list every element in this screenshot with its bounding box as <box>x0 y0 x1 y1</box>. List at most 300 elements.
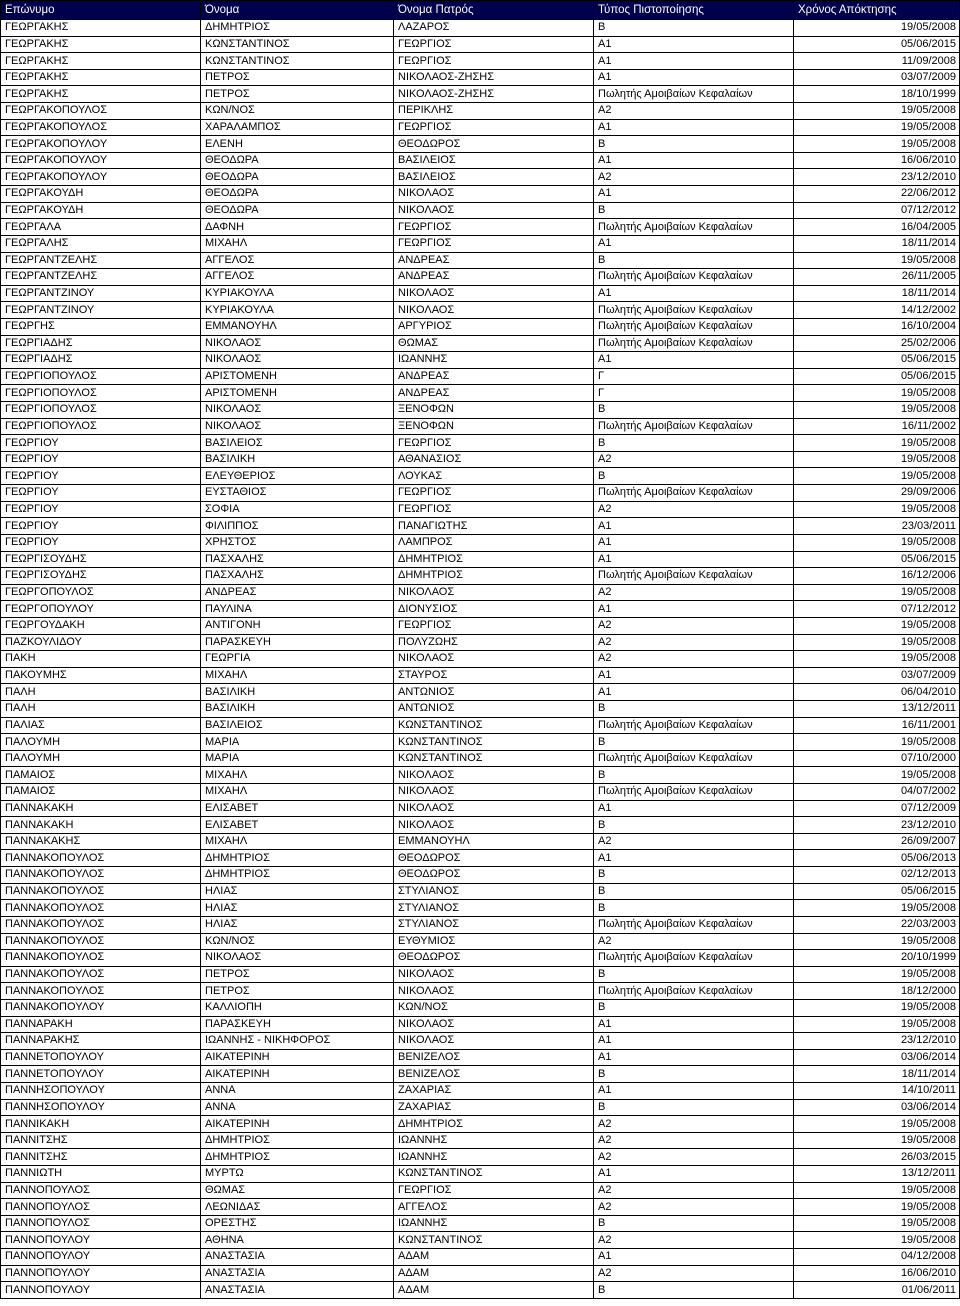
table-row <box>1 634 960 651</box>
cell-surname: ΓΕΩΡΓΑΚΗΣ <box>1 86 201 103</box>
cell-certification-type: Α1 <box>594 119 794 136</box>
cell-first-name: ΑΝΔΡΕΑΣ <box>201 584 394 601</box>
cell-surname: ΠΑΝΝΑΚΟΠΟΥΛΟΣ <box>1 933 201 950</box>
cell-acquisition-date: 16/11/2002 <box>794 418 960 435</box>
cell-certification-type: Α2 <box>594 634 794 651</box>
cell-surname: ΓΕΩΡΓΑΚΟΥΔΗ <box>1 202 201 219</box>
cell-father-name: ΙΩΑΝΝΗΣ <box>394 352 594 369</box>
cell-father-name: ΝΙΚΟΛΑΟΣ <box>394 817 594 834</box>
cell-certification-type: Α1 <box>594 285 794 302</box>
cell-surname: ΓΕΩΡΓΑΚΗΣ <box>1 69 201 86</box>
cell-certification-type: Α1 <box>594 186 794 203</box>
cell-surname: ΓΕΩΡΓΑΚΟΠΟΥΛΟΥ <box>1 169 201 186</box>
table-row <box>1 750 960 767</box>
cell-first-name: ΕΜΜΑΝΟΥΗΛ <box>201 318 394 335</box>
cell-father-name: ΕΜΜΑΝΟΥΗΛ <box>394 833 594 850</box>
cell-first-name: ΠΕΤΡΟΣ <box>201 86 394 103</box>
cell-acquisition-date: 23/12/2010 <box>794 169 960 186</box>
cell-certification-type: Α1 <box>594 235 794 252</box>
cell-surname: ΓΕΩΡΓΑΚΟΠΟΥΛΟΥ <box>1 136 201 153</box>
cell-first-name: ΝΙΚΟΛΑΟΣ <box>201 335 394 352</box>
cell-surname: ΓΕΩΡΓΙΣΟΥΔΗΣ <box>1 568 201 585</box>
cell-surname: ΓΕΩΡΓΑΛΗΣ <box>1 235 201 252</box>
cell-father-name: ΚΩΝΣΤΑΝΤΙΝΟΣ <box>394 1232 594 1249</box>
cell-father-name: ΠΑΝΑΓΙΩΤΗΣ <box>394 518 594 535</box>
cell-first-name: ΘΩΜΑΣ <box>201 1182 394 1199</box>
table-row <box>1 1016 960 1033</box>
cell-first-name: ΒΑΣΙΛΙΚΗ <box>201 684 394 701</box>
cell-certification-type: Πωλητής Αμοιβαίων Κεφαλαίων <box>594 302 794 319</box>
cell-first-name: ΑΝΤΙΓΟΝΗ <box>201 617 394 634</box>
cell-surname: ΓΕΩΡΓΑΝΤΖΙΝΟΥ <box>1 285 201 302</box>
cell-certification-type: Α2 <box>594 617 794 634</box>
cell-surname: ΓΕΩΡΓΑΝΤΖΙΝΟΥ <box>1 302 201 319</box>
cell-first-name: ΟΡΕΣΤΗΣ <box>201 1215 394 1232</box>
cell-certification-type: Β <box>594 402 794 419</box>
table-row <box>1 1083 960 1100</box>
cell-acquisition-date: 16/04/2005 <box>794 219 960 236</box>
cell-certification-type: Α2 <box>594 833 794 850</box>
cell-father-name: ΚΩΝ/ΝΟΣ <box>394 999 594 1016</box>
cell-surname: ΠΑΝΝΑΚΟΠΟΥΛΟΣ <box>1 867 201 884</box>
table-row <box>1 983 960 1000</box>
cell-first-name: ΝΙΚΟΛΑΟΣ <box>201 402 394 419</box>
cell-certification-type: Α1 <box>594 518 794 535</box>
cell-acquisition-date: 19/05/2008 <box>794 1182 960 1199</box>
cell-first-name: ΠΑΡΑΣΚΕΥΗ <box>201 634 394 651</box>
cell-acquisition-date: 14/12/2002 <box>794 302 960 319</box>
cell-surname: ΠΑΝΝΑΚΟΠΟΥΛΟΣ <box>1 883 201 900</box>
cell-first-name: ΙΩΑΝΝΗΣ - ΝΙΚΗΦΟΡΟΣ <box>201 1033 394 1050</box>
cell-first-name: ΕΥΣΤΑΘΙΟΣ <box>201 485 394 502</box>
cell-first-name: ΘΕΟΔΩΡΑ <box>201 152 394 169</box>
table-row <box>1 69 960 86</box>
cell-acquisition-date: 19/05/2008 <box>794 999 960 1016</box>
cell-acquisition-date: 19/05/2008 <box>794 385 960 402</box>
cell-certification-type: Β <box>594 900 794 917</box>
cell-certification-type: Α2 <box>594 584 794 601</box>
cell-father-name: ΣΤΥΛΙΑΝΟΣ <box>394 900 594 917</box>
cell-acquisition-date: 29/09/2006 <box>794 485 960 502</box>
cell-acquisition-date: 13/12/2011 <box>794 1166 960 1183</box>
table-row <box>1 617 960 634</box>
table-row <box>1 186 960 203</box>
cell-father-name: ΝΙΚΟΛΑΟΣ <box>394 302 594 319</box>
cell-father-name: ΝΙΚΟΛΑΟΣ <box>394 1016 594 1033</box>
cell-surname: ΠΑΝΝΑΚΟΠΟΥΛΟΣ <box>1 850 201 867</box>
cell-father-name: ΚΩΝΣΤΑΝΤΙΝΟΣ <box>394 1166 594 1183</box>
cell-certification-type: Α2 <box>594 1132 794 1149</box>
cell-father-name: ΙΩΑΝΝΗΣ <box>394 1149 594 1166</box>
cell-first-name: ΚΩΝ/ΝΟΣ <box>201 933 394 950</box>
table-row <box>1 1166 960 1183</box>
cell-surname: ΠΑΝΝΗΣΟΠΟΥΛΟΥ <box>1 1083 201 1100</box>
cell-surname: ΠΑΝΝΟΠΟΥΛΟΥ <box>1 1249 201 1266</box>
cell-acquisition-date: 06/04/2010 <box>794 684 960 701</box>
cell-father-name: ΝΙΚΟΛΑΟΣ <box>394 784 594 801</box>
cell-acquisition-date: 19/05/2008 <box>794 1232 960 1249</box>
cell-certification-type: Β <box>594 1282 794 1299</box>
cell-first-name: ΓΕΩΡΓΙΑ <box>201 651 394 668</box>
cell-certification-type: Α1 <box>594 352 794 369</box>
cell-certification-type: Πωλητής Αμοιβαίων Κεφαλαίων <box>594 950 794 967</box>
cell-acquisition-date: 04/07/2002 <box>794 784 960 801</box>
cell-father-name: ΑΝΔΡΕΑΣ <box>394 252 594 269</box>
cell-certification-type: Α2 <box>594 169 794 186</box>
table-row <box>1 1282 960 1299</box>
cell-certification-type: Πωλητής Αμοιβαίων Κεφαλαίων <box>594 485 794 502</box>
cell-father-name: ΓΕΩΡΓΙΟΣ <box>394 219 594 236</box>
table-row <box>1 103 960 120</box>
cell-acquisition-date: 18/12/2000 <box>794 983 960 1000</box>
cell-acquisition-date: 05/06/2015 <box>794 551 960 568</box>
cell-certification-type: Β <box>594 252 794 269</box>
cell-certification-type: Πωλητής Αμοιβαίων Κεφαλαίων <box>594 717 794 734</box>
cell-certification-type: Β <box>594 883 794 900</box>
cell-acquisition-date: 05/06/2015 <box>794 883 960 900</box>
cell-first-name: ΠΕΤΡΟΣ <box>201 983 394 1000</box>
cell-acquisition-date: 05/06/2013 <box>794 850 960 867</box>
table-row <box>1 302 960 319</box>
cell-surname: ΠΑΝΝΙΤΣΗΣ <box>1 1132 201 1149</box>
cell-father-name: ΝΙΚΟΛΑΟΣ <box>394 202 594 219</box>
cell-first-name: ΜΙΧΑΗΛ <box>201 767 394 784</box>
cell-father-name: ΑΔΑΜ <box>394 1249 594 1266</box>
table-row <box>1 850 960 867</box>
cell-first-name: ΠΕΤΡΟΣ <box>201 69 394 86</box>
cell-surname: ΓΕΩΡΓΙΟΥ <box>1 435 201 452</box>
cell-surname: ΓΕΩΡΓΙΑΔΗΣ <box>1 352 201 369</box>
cell-acquisition-date: 03/06/2014 <box>794 1099 960 1116</box>
cell-certification-type: Β <box>594 435 794 452</box>
cell-first-name: ΑΓΓΕΛΟΣ <box>201 252 394 269</box>
table-row <box>1 999 960 1016</box>
cell-first-name: ΑΙΚΑΤΕΡΙΝΗ <box>201 1049 394 1066</box>
table-row <box>1 86 960 103</box>
table-row <box>1 1049 960 1066</box>
cell-surname: ΓΕΩΡΓΑΝΤΖΕΛΗΣ <box>1 252 201 269</box>
cell-first-name: ΕΛΙΣΑΒΕΤ <box>201 800 394 817</box>
cell-certification-type: Β <box>594 20 794 37</box>
cell-first-name: ΜΑΡΙΑ <box>201 734 394 751</box>
table-row <box>1 601 960 618</box>
cell-first-name: ΔΗΜΗΤΡΙΟΣ <box>201 867 394 884</box>
cell-surname: ΠΑΝΝΟΠΟΥΛΟΥ <box>1 1232 201 1249</box>
cell-surname: ΓΕΩΡΓΑΛΑ <box>1 219 201 236</box>
cell-acquisition-date: 16/11/2001 <box>794 717 960 734</box>
cell-first-name: ΕΛΕΥΘΕΡΙΟΣ <box>201 468 394 485</box>
cell-certification-type: Πωλητής Αμοιβαίων Κεφαλαίων <box>594 418 794 435</box>
table-row <box>1 767 960 784</box>
table-row <box>1 717 960 734</box>
table-row <box>1 352 960 369</box>
cell-surname: ΓΕΩΡΓΙΣΟΥΔΗΣ <box>1 551 201 568</box>
cell-father-name: ΚΩΝΣΤΑΝΤΙΝΟΣ <box>394 717 594 734</box>
cell-acquisition-date: 19/05/2008 <box>794 119 960 136</box>
cell-acquisition-date: 26/03/2015 <box>794 1149 960 1166</box>
cell-certification-type: Α2 <box>594 1265 794 1282</box>
cell-first-name: ΒΑΣΙΛΕΙΟΣ <box>201 717 394 734</box>
cell-father-name: ΕΥΘΥΜΙΟΣ <box>394 933 594 950</box>
cell-first-name: ΠΕΤΡΟΣ <box>201 966 394 983</box>
cell-first-name: ΜΙΧΑΗΛ <box>201 833 394 850</box>
cell-father-name: ΑΝΔΡΕΑΣ <box>394 385 594 402</box>
cell-surname: ΓΕΩΡΓΑΚΗΣ <box>1 20 201 37</box>
cell-acquisition-date: 03/06/2014 <box>794 1049 960 1066</box>
cell-father-name: ΝΙΚΟΛΑΟΣ <box>394 1033 594 1050</box>
cell-first-name: ΑΙΚΑΤΕΡΙΝΗ <box>201 1066 394 1083</box>
cell-father-name: ΠΕΡΙΚΛΗΣ <box>394 103 594 120</box>
cell-father-name: ΣΤΑΥΡΟΣ <box>394 667 594 684</box>
cell-certification-type: Α2 <box>594 103 794 120</box>
cell-acquisition-date: 03/07/2009 <box>794 667 960 684</box>
header-father-name: Όνομα Πατρός <box>394 1 594 20</box>
cell-acquisition-date: 16/06/2010 <box>794 1265 960 1282</box>
cell-surname: ΠΑΝΝΙΚΑΚΗ <box>1 1116 201 1133</box>
cell-surname: ΓΕΩΡΓΙΟΥ <box>1 501 201 518</box>
cell-acquisition-date: 19/05/2008 <box>794 534 960 551</box>
cell-first-name: ΝΙΚΟΛΑΟΣ <box>201 418 394 435</box>
table-row <box>1 335 960 352</box>
cell-father-name: ΙΩΑΝΝΗΣ <box>394 1132 594 1149</box>
cell-acquisition-date: 01/06/2011 <box>794 1282 960 1299</box>
table-row <box>1 53 960 70</box>
cell-father-name: ΚΩΝΣΤΑΝΤΙΝΟΣ <box>394 734 594 751</box>
table-row <box>1 784 960 801</box>
cell-certification-type: Α2 <box>594 1232 794 1249</box>
cell-acquisition-date: 04/12/2008 <box>794 1249 960 1266</box>
cell-father-name: ΛΑΖΑΡΟΣ <box>394 20 594 37</box>
table-row <box>1 966 960 983</box>
cell-surname: ΠΑΜΑΙΟΣ <box>1 784 201 801</box>
cell-surname: ΠΑΝΝΑΚΟΠΟΥΛΟΣ <box>1 983 201 1000</box>
cell-surname: ΠΑΝΝΕΤΟΠΟΥΛΟΥ <box>1 1049 201 1066</box>
cell-surname: ΠΑΝΝΑΚΑΚΗ <box>1 817 201 834</box>
table-row <box>1 468 960 485</box>
cell-acquisition-date: 19/05/2008 <box>794 734 960 751</box>
cell-father-name: ΚΩΝΣΤΑΝΤΙΝΟΣ <box>394 750 594 767</box>
cell-father-name: ΣΤΥΛΙΑΝΟΣ <box>394 883 594 900</box>
header-row <box>1 1 960 20</box>
cell-surname: ΓΕΩΡΓΙΟΠΟΥΛΟΣ <box>1 402 201 419</box>
cell-certification-type: Α2 <box>594 651 794 668</box>
cell-father-name: ΓΕΩΡΓΙΟΣ <box>394 1182 594 1199</box>
cell-first-name: ΠΑΣΧΑΛΗΣ <box>201 551 394 568</box>
cell-certification-type: Α2 <box>594 1199 794 1216</box>
cell-certification-type: Α2 <box>594 451 794 468</box>
table-row <box>1 651 960 668</box>
cell-first-name: ΗΛΙΑΣ <box>201 883 394 900</box>
cell-father-name: ΣΤΥΛΙΑΝΟΣ <box>394 916 594 933</box>
cell-acquisition-date: 20/10/1999 <box>794 950 960 967</box>
cell-acquisition-date: 19/05/2008 <box>794 933 960 950</box>
table-row <box>1 385 960 402</box>
cell-father-name: ΘΕΟΔΩΡΟΣ <box>394 136 594 153</box>
table-row <box>1 1149 960 1166</box>
table-row <box>1 435 960 452</box>
cell-certification-type: Β <box>594 966 794 983</box>
cell-surname: ΠΑΝΝΙΩΤΗ <box>1 1166 201 1183</box>
table-row <box>1 285 960 302</box>
cell-first-name: ΜΙΧΑΗΛ <box>201 667 394 684</box>
cell-father-name: ΓΕΩΡΓΙΟΣ <box>394 53 594 70</box>
cell-first-name: ΔΑΦΝΗ <box>201 219 394 236</box>
cell-acquisition-date: 16/10/2004 <box>794 318 960 335</box>
cell-acquisition-date: 19/05/2008 <box>794 435 960 452</box>
cell-first-name: ΑΘΗΝΑ <box>201 1232 394 1249</box>
cell-certification-type: Β <box>594 136 794 153</box>
cell-certification-type: Πωλητής Αμοιβαίων Κεφαλαίων <box>594 318 794 335</box>
cell-father-name: ΑΝΔΡΕΑΣ <box>394 368 594 385</box>
table-row <box>1 501 960 518</box>
cell-acquisition-date: 19/05/2008 <box>794 20 960 37</box>
cell-father-name: ΞΕΝΟΦΩΝ <box>394 402 594 419</box>
cell-acquisition-date: 07/12/2012 <box>794 601 960 618</box>
cell-first-name: ΚΑΛΛΙΟΠΗ <box>201 999 394 1016</box>
cell-acquisition-date: 23/03/2011 <box>794 518 960 535</box>
header-acquisition-date: Χρόνος Απόκτησης <box>794 1 960 20</box>
cell-acquisition-date: 07/10/2000 <box>794 750 960 767</box>
cell-acquisition-date: 19/05/2008 <box>794 1016 960 1033</box>
cell-father-name: ΑΝΤΩΝΙΟΣ <box>394 700 594 717</box>
cell-acquisition-date: 19/05/2008 <box>794 402 960 419</box>
cell-father-name: ΓΕΩΡΓΙΟΣ <box>394 235 594 252</box>
cell-certification-type: Γ <box>594 385 794 402</box>
cell-father-name: ΓΕΩΡΓΙΟΣ <box>394 485 594 502</box>
cell-first-name: ΛΕΩΝΙΔΑΣ <box>201 1199 394 1216</box>
cell-first-name: ΜΑΡΙΑ <box>201 750 394 767</box>
table-row <box>1 933 960 950</box>
cell-father-name: ΝΙΚΟΛΑΟΣ-ΖΗΣΗΣ <box>394 86 594 103</box>
cell-surname: ΓΕΩΡΓΙΑΔΗΣ <box>1 335 201 352</box>
cell-first-name: ΔΗΜΗΤΡΙΟΣ <box>201 1149 394 1166</box>
cell-acquisition-date: 18/11/2014 <box>794 285 960 302</box>
cell-surname: ΠΑΖΚΟΥΛΙΔΟΥ <box>1 634 201 651</box>
cell-acquisition-date: 22/03/2003 <box>794 916 960 933</box>
cell-father-name: ΝΙΚΟΛΑΟΣ <box>394 186 594 203</box>
cell-surname: ΓΕΩΡΓΟΠΟΥΛΟΥ <box>1 601 201 618</box>
cell-certification-type: Α1 <box>594 36 794 53</box>
cell-acquisition-date: 19/05/2008 <box>794 1116 960 1133</box>
cell-acquisition-date: 14/10/2011 <box>794 1083 960 1100</box>
cell-surname: ΠΑΝΝΟΠΟΥΛΟΣ <box>1 1182 201 1199</box>
table-row <box>1 667 960 684</box>
cell-father-name: ΝΙΚΟΛΑΟΣ <box>394 983 594 1000</box>
cell-certification-type: Πωλητής Αμοιβαίων Κεφαλαίων <box>594 750 794 767</box>
table-row <box>1 451 960 468</box>
table-row <box>1 418 960 435</box>
cell-father-name: ΑΔΑΜ <box>394 1282 594 1299</box>
cell-first-name: ΘΕΟΔΩΡΑ <box>201 186 394 203</box>
cell-certification-type: Α1 <box>594 850 794 867</box>
cell-certification-type: Α2 <box>594 501 794 518</box>
table-row <box>1 119 960 136</box>
cell-certification-type: Β <box>594 734 794 751</box>
cell-surname: ΓΕΩΡΓΗΣ <box>1 318 201 335</box>
table-row <box>1 1232 960 1249</box>
table-row <box>1 568 960 585</box>
cell-surname: ΓΕΩΡΓΑΚΟΥΔΗ <box>1 186 201 203</box>
cell-first-name: ΔΗΜΗΤΡΙΟΣ <box>201 850 394 867</box>
table-row <box>1 800 960 817</box>
table-row <box>1 1066 960 1083</box>
cell-acquisition-date: 07/12/2012 <box>794 202 960 219</box>
cell-first-name: ΜΙΧΑΗΛ <box>201 235 394 252</box>
cell-first-name: ΔΗΜΗΤΡΙΟΣ <box>201 20 394 37</box>
cell-first-name: ΒΑΣΙΛΙΚΗ <box>201 451 394 468</box>
cell-acquisition-date: 05/06/2015 <box>794 352 960 369</box>
cell-first-name: ΑΝΑΣΤΑΣΙΑ <box>201 1282 394 1299</box>
table-row <box>1 402 960 419</box>
cell-father-name: ΔΗΜΗΤΡΙΟΣ <box>394 551 594 568</box>
cell-father-name: ΒΕΝΙΖΕΛΟΣ <box>394 1066 594 1083</box>
cell-certification-type: Γ <box>594 368 794 385</box>
cell-acquisition-date: 19/05/2008 <box>794 136 960 153</box>
cell-certification-type: Α2 <box>594 933 794 950</box>
cell-certification-type: Πωλητής Αμοιβαίων Κεφαλαίων <box>594 983 794 1000</box>
cell-first-name: ΧΡΗΣΤΟΣ <box>201 534 394 551</box>
cell-surname: ΠΑΚΗ <box>1 651 201 668</box>
cell-surname: ΠΑΝΝΗΣΟΠΟΥΛΟΥ <box>1 1099 201 1116</box>
cell-surname: ΠΑΝΝΑΚΟΠΟΥΛΟΣ <box>1 900 201 917</box>
cell-surname: ΠΑΝΝΑΡΑΚΗ <box>1 1016 201 1033</box>
cell-first-name: ΣΟΦΙΑ <box>201 501 394 518</box>
cell-surname: ΓΕΩΡΓΙΟΥ <box>1 468 201 485</box>
cell-first-name: ΝΙΚΟΛΑΟΣ <box>201 950 394 967</box>
cell-father-name: ΝΙΚΟΛΑΟΣ <box>394 800 594 817</box>
cell-certification-type: Β <box>594 999 794 1016</box>
cell-father-name: ΓΕΩΡΓΙΟΣ <box>394 435 594 452</box>
cell-first-name: ΔΗΜΗΤΡΙΟΣ <box>201 1132 394 1149</box>
cell-acquisition-date: 11/09/2008 <box>794 53 960 70</box>
table-row <box>1 252 960 269</box>
table-row <box>1 900 960 917</box>
table-row <box>1 551 960 568</box>
cell-surname: ΠΑΝΝΑΚΟΠΟΥΛΟΣ <box>1 950 201 967</box>
cell-acquisition-date: 18/11/2014 <box>794 235 960 252</box>
cell-father-name: ΝΙΚΟΛΑΟΣ-ΖΗΣΗΣ <box>394 69 594 86</box>
cell-surname: ΠΑΝΝΑΚΑΚΗ <box>1 800 201 817</box>
cell-certification-type: Β <box>594 1099 794 1116</box>
cell-first-name: ΜΥΡΤΩ <box>201 1166 394 1183</box>
cell-father-name: ΒΕΝΙΖΕΛΟΣ <box>394 1049 594 1066</box>
cell-first-name: ΚΩΝ/ΝΟΣ <box>201 103 394 120</box>
cell-surname: ΠΑΝΝΑΚΑΚΗΣ <box>1 833 201 850</box>
cell-certification-type: Β <box>594 700 794 717</box>
cell-acquisition-date: 19/05/2008 <box>794 900 960 917</box>
cell-certification-type: Β <box>594 817 794 834</box>
cell-surname: ΠΑΛΟΥΜΗ <box>1 750 201 767</box>
header-surname: Επώνυμο <box>1 1 201 20</box>
table-row <box>1 1249 960 1266</box>
cell-surname: ΓΕΩΡΓΙΟΥ <box>1 451 201 468</box>
cell-father-name: ΠΟΛΥΖΩΗΣ <box>394 634 594 651</box>
table-body <box>1 20 960 1299</box>
cell-first-name: ΚΥΡΙΑΚΟΥΛΑ <box>201 302 394 319</box>
cell-acquisition-date: 05/06/2015 <box>794 368 960 385</box>
table-row <box>1 152 960 169</box>
cell-certification-type: Πωλητής Αμοιβαίων Κεφαλαίων <box>594 269 794 286</box>
cell-certification-type: Α1 <box>594 1033 794 1050</box>
cell-acquisition-date: 19/05/2008 <box>794 103 960 120</box>
cell-father-name: ΑΡΓΥΡΙΟΣ <box>394 318 594 335</box>
cell-father-name: ΑΘΑΝΑΣΙΟΣ <box>394 451 594 468</box>
cell-father-name: ΑΝΔΡΕΑΣ <box>394 269 594 286</box>
cell-acquisition-date: 19/05/2008 <box>794 966 960 983</box>
cell-first-name: ΠΑΥΛΙΝΑ <box>201 601 394 618</box>
cell-surname: ΠΑΛΗ <box>1 684 201 701</box>
cell-acquisition-date: 19/05/2008 <box>794 468 960 485</box>
